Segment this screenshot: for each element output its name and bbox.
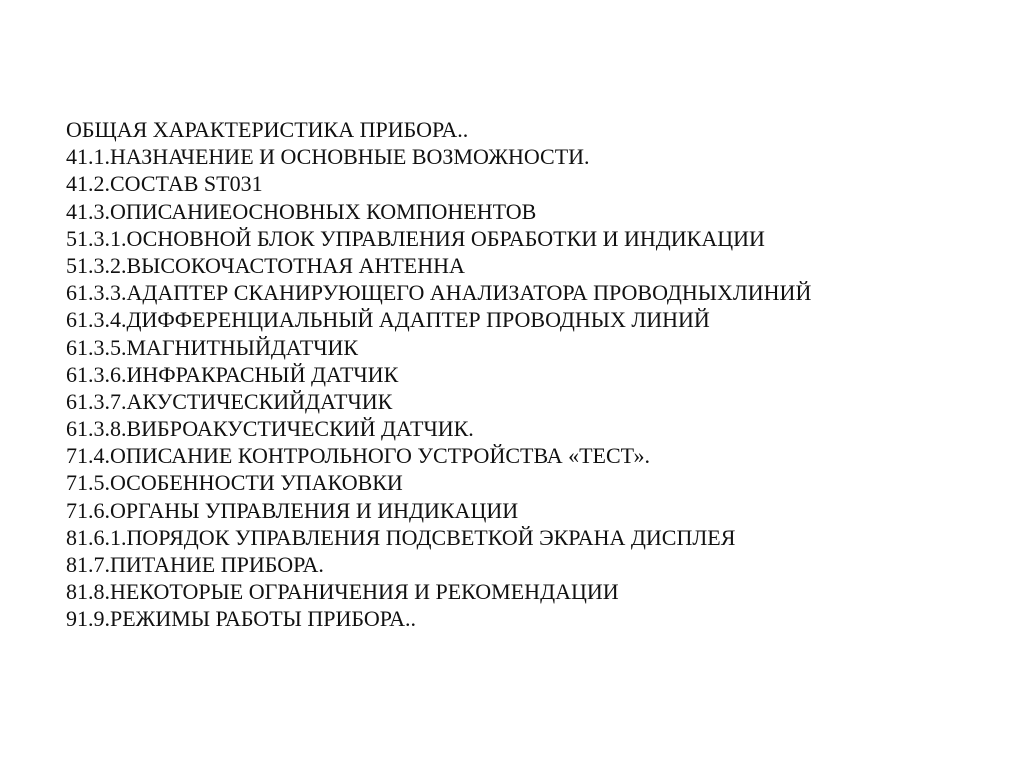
toc-line: 81.8.НЕКОТОРЫЕ ОГРАНИЧЕНИЯ И РЕКОМЕНДАЦИИ bbox=[66, 579, 619, 605]
toc-line: 61.3.4.ДИФФЕРЕНЦИАЛЬНЫЙ АДАПТЕР ПРОВОДНЫХ ЛИНИЙ bbox=[66, 307, 710, 333]
toc-line: 81.7.ПИТАНИЕ ПРИБОРА. bbox=[66, 552, 324, 577]
toc-line: 91.9.РЕЖИМЫ РАБОТЫ ПРИБОРА.. bbox=[66, 606, 417, 632]
toc-line: 71.6.ОРГАНЫ УПРАВЛЕНИЯ И ИНДИКАЦИИ bbox=[66, 497, 519, 523]
toc-line: 41.2.СОСТАВ ST031 bbox=[66, 171, 263, 197]
toc-line: 51.3.1.ОСНОВНОЙ БЛОК УПРАВЛЕНИЯ ОБРАБОТКИ И ИНДИКАЦИИ bbox=[66, 225, 765, 251]
toc-line: 81.6.1.ПОРЯДОК УПРАВЛЕНИЯ ПОДСВЕТКОЙ ЭКРАНА ДИСПЛЕЯ bbox=[66, 524, 736, 550]
toc-line: 71.5.ОСОБЕННОСТИ УПАКОВКИ bbox=[66, 470, 403, 496]
toc-line: 61.3.8.ВИБРОАКУСТИЧЕСКИЙ ДАТЧИК. bbox=[66, 416, 474, 442]
toc-line: 61.3.6.ИНФРАКРАСНЫЙ ДАТЧИК bbox=[66, 361, 399, 387]
toc-line: 71.4.ОПИСАНИЕ КОНТРОЛЬНОГО УСТРОЙСТВА «ТЕСТ». bbox=[66, 443, 651, 469]
toc-line: 61.3.3.АДАПТЕР СКАНИРУЮЩЕГО АНАЛИЗАТОРА ПРОВОДНЫХЛИНИЙ bbox=[66, 280, 812, 306]
toc-line: 41.1.НАЗНАЧЕНИЕ И ОСНОВНЫЕ ВОЗМОЖНОСТИ. bbox=[66, 144, 590, 170]
toc-line: 61.3.5.МАГНИТНЫЙДАТЧИК bbox=[66, 334, 359, 360]
toc-line: 51.3.2.ВЫСОКОЧАСТОТНАЯ АНТЕННА bbox=[66, 252, 465, 278]
toc-line: ОБЩАЯ ХАРАКТЕРИСТИКА ПРИБОРА.. bbox=[66, 117, 469, 142]
table-of-contents bbox=[66, 116, 986, 633]
toc-line: 61.3.7.АКУСТИЧЕСКИЙДАТЧИК bbox=[66, 388, 393, 414]
toc-line: 41.3.ОПИСАНИЕОСНОВНЫХ КОМПОНЕНТОВ bbox=[66, 198, 537, 224]
